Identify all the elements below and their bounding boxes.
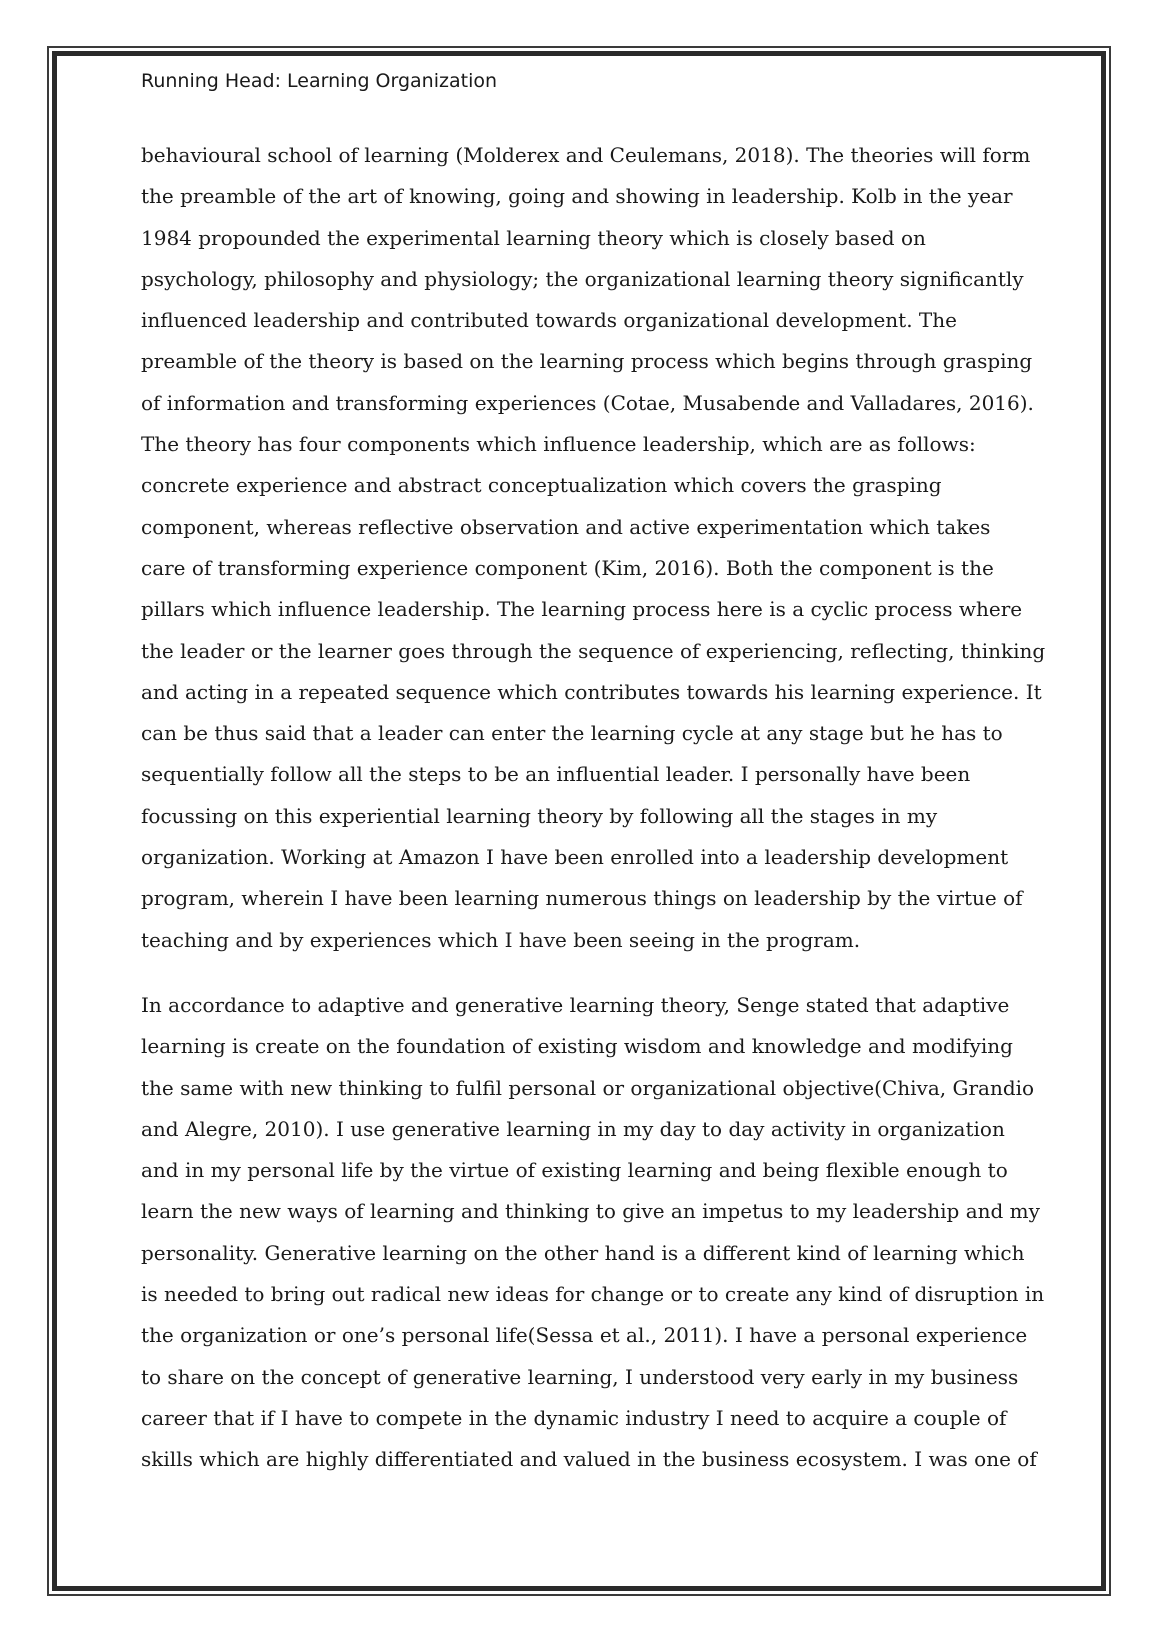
text-line: organization. Working at Amazon I have been enrolled into a leadership development bbox=[141, 845, 1009, 870]
text-line: concrete experience and abstract conceptualization which covers the grasping bbox=[141, 473, 942, 498]
text-line: focussing on this experiential learning theory by following all the stages in my bbox=[141, 803, 938, 828]
paragraph-2 bbox=[141, 985, 1045, 1481]
text-line: preamble of the theory is based on the learning process which begins through grasping bbox=[141, 349, 1033, 374]
text-line: to share on the concept of generative learning, I understood very early in my business bbox=[141, 1364, 1019, 1389]
text-line: the preamble of the art of knowing, going and showing in leadership. Kolb in the year bbox=[141, 184, 1013, 209]
text-line: pillars which influence leadership. The learning process here is a cyclic process where bbox=[141, 597, 1023, 622]
running-head: Running Head: Learning Organization bbox=[141, 70, 498, 92]
text-line: and in my personal life by the virtue of existing learning and being flexible enough to bbox=[141, 1158, 1008, 1183]
text-line: learn the new ways of learning and thinking to give an impetus to my leadership and my bbox=[141, 1199, 1040, 1224]
text-line: and Alegre, 2010). I use generative learning in my day to day activity in organization bbox=[141, 1116, 1005, 1141]
text-line: In accordance to adaptive and generative learning theory, Senge stated that adaptive bbox=[141, 992, 1010, 1017]
text-line: the leader or the learner goes through the sequence of experiencing, reflecting, thinking bbox=[141, 638, 1046, 663]
text-line: the same with new thinking to fulfil personal or organizational objective(Chiva, Grandio bbox=[141, 1075, 1035, 1100]
text-line: behavioural school of learning (Molderex and Ceulemans, 2018). The theories will form bbox=[141, 143, 1031, 167]
text-line: component, whereas reflective observation and active experimentation which takes bbox=[141, 514, 991, 539]
text-line: The theory has four components which influence leadership, which are as follows: bbox=[141, 432, 976, 457]
text-line: care of transforming experience component (Kim, 2016). Both the component is the bbox=[141, 555, 994, 580]
text-line: is needed to bring out radical new ideas for change or to create any kind of disruption in bbox=[141, 1282, 1045, 1307]
paragraph-1 bbox=[141, 135, 1046, 961]
text-line: 1984 propounded the experimental learning theory which is closely based on bbox=[141, 225, 926, 250]
text-line: can be thus said that a leader can enter the learning cycle at any stage but he has to bbox=[141, 721, 1003, 746]
text-line: psychology, philosophy and physiology; the organizational learning theory significantly bbox=[141, 266, 1024, 291]
text-line: skills which are highly differentiated and valued in the business ecosystem. I was one of bbox=[141, 1447, 1037, 1472]
text-line: personality. Generative learning on the other hand is a different kind of learning which bbox=[141, 1240, 1025, 1265]
text-line: teaching and by experiences which I have been seeing in the program. bbox=[141, 927, 861, 952]
text-line: of information and transforming experiences (Cotae, Musabende and Valladares, 2016). bbox=[141, 390, 1034, 415]
text-line: career that if I have to compete in the dynamic industry I need to acquire a couple of bbox=[141, 1405, 1007, 1430]
text-line: and acting in a repeated sequence which contributes towards his learning experience. It bbox=[141, 679, 1042, 704]
text-line: the organization or one’s personal life(Sessa et al., 2011). I have a personal experience bbox=[141, 1323, 1028, 1348]
text-line: program, wherein I have been learning numerous things on leadership by the virtue of bbox=[141, 886, 1023, 911]
document-body bbox=[141, 135, 1046, 1505]
text-line: influenced leadership and contributed towards organizational development. The bbox=[141, 308, 957, 333]
text-line: learning is create on the foundation of existing wisdom and knowledge and modifying bbox=[141, 1034, 1013, 1059]
text-line: sequentially follow all the steps to be an influential leader. I personally have been bbox=[141, 762, 971, 787]
